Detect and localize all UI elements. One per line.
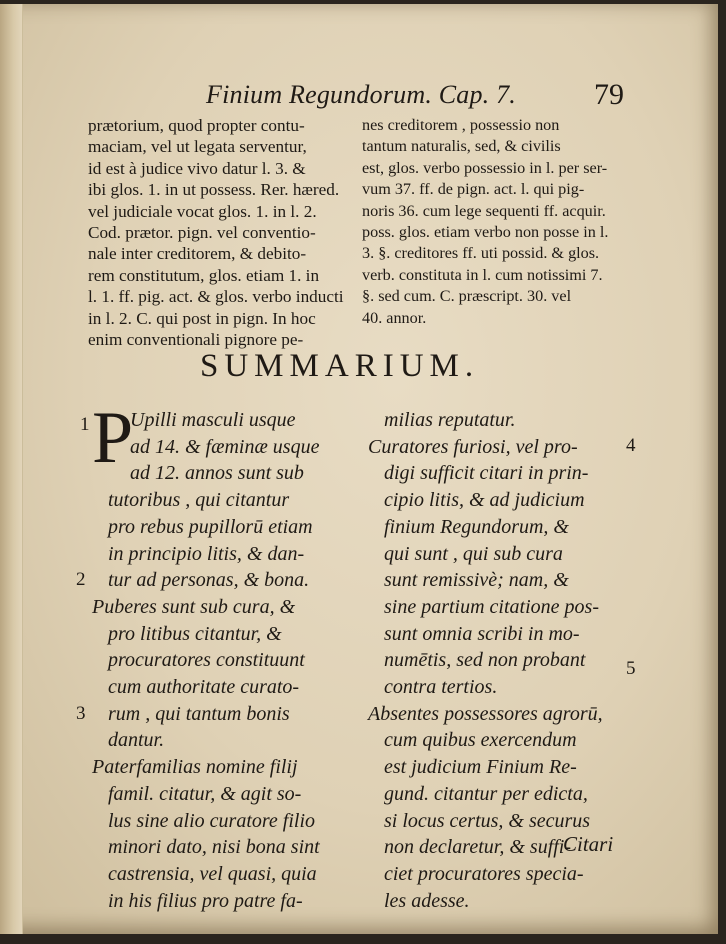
summary-line: ad 12. annos sunt sub [130, 462, 304, 485]
text-line: 3. §. creditores ff. uti possid. & glos. [362, 244, 600, 263]
summary-line: procuratores constituunt [108, 649, 305, 672]
summary-line: Absentes possessores agrorū, [368, 702, 603, 725]
running-title: Finium Regundorum. Cap. 7. [206, 80, 516, 109]
summary-line: pro rebus pupillorū etiam [108, 515, 313, 538]
page-header [206, 78, 626, 112]
summary-line: sine partium citatione pos- [384, 595, 599, 618]
text-line: ibi glos. 1. in ut possess. Rer. hæred. [88, 180, 340, 200]
item-number: 5 [626, 658, 636, 679]
summary-line: Paterfamilias nomine filij [92, 756, 298, 779]
text-line: vel judiciale vocat glos. 1. in l. 2. [88, 201, 317, 221]
summary-line: tutoribus , qui citantur [108, 489, 290, 512]
top-right-column [362, 115, 608, 329]
summary-line: Curatores furiosi, vel pro- [368, 435, 578, 458]
summary-line: sunt omnia scribi in mo- [384, 622, 580, 645]
book-binding-edge [0, 4, 23, 934]
text-line: verb. constituta in l. cum notissimi 7. [362, 265, 603, 284]
book-page [0, 4, 718, 934]
drop-cap: P [92, 397, 134, 479]
summary-line: cum quibus exercendum [384, 729, 577, 752]
summary-line: dantur. [108, 729, 165, 752]
summary-line: gund. citantur per edicta, [384, 782, 588, 805]
summary-line: lus sine alio curatore filio [108, 809, 316, 832]
text-line: enim conventionali pignore pe- [88, 330, 304, 350]
summary-line: milias reputatur. [384, 409, 516, 431]
summary-line: in his filius pro patre fa- [108, 889, 303, 912]
summary-line: pro litibus citantur, & [108, 622, 282, 645]
text-line: tantum naturalis, sed, & civilis [362, 137, 561, 156]
text-line: §. sed cum. C. præscript. 30. vel [362, 287, 572, 306]
text-line: 40. annor. [362, 308, 427, 327]
text-line: prætorium, quod propter contu- [88, 116, 305, 135]
summary-line: numētis, sed non probant [384, 649, 586, 672]
summary-line: in principio litis, & dan- [108, 542, 305, 565]
text-line: in l. 2. C. qui post in pign. In hoc [88, 308, 316, 328]
summary-line: rum , qui tantum bonis [108, 702, 290, 725]
summary-line: cipio litis, & ad judicium [384, 489, 585, 512]
summary-line: sunt remissivè; nam, & [384, 569, 569, 592]
text-line: est, glos. verbo possessio in l. per ser- [362, 158, 608, 177]
summary-line: qui sunt , qui sub cura [384, 542, 563, 565]
item-number: 3 [76, 703, 86, 724]
summary-left-column [92, 397, 320, 914]
summary-line: Upilli masculi usque [130, 409, 296, 431]
summary-line: les adesse. [384, 889, 470, 912]
summary-line: est judicium Finium Re- [384, 756, 577, 779]
summary-line: minori dato, nisi bona sint [108, 836, 320, 859]
item-number: 4 [626, 435, 636, 456]
text-line: noris 36. cum lege sequenti ff. acquir. [362, 201, 606, 220]
text-line: Cod. prætor. pign. vel conventio- [88, 223, 316, 243]
summary-line: contra tertios. [384, 676, 498, 699]
summary-line: digi sufficit citari in prin- [384, 462, 589, 485]
summary-line: castrensia, vel quasi, quia [108, 862, 317, 885]
text-line: vum 37. ff. de pign. act. l. qui pig- [362, 180, 585, 199]
summary-line: si locus certus, & securus [384, 809, 591, 832]
text-line: rem constitutum, glos. etiam 1. in [88, 265, 320, 285]
text-line: nale inter creditorem, & debito- [88, 244, 307, 264]
text-line: id est à judice vivo datur l. 3. & [88, 158, 306, 178]
top-left-column [88, 115, 344, 350]
summary-line: ad 14. & fæminæ usque [130, 435, 320, 458]
summary-line: Puberes sunt sub cura, & [92, 595, 296, 618]
catchword: Citari [563, 832, 614, 856]
summary-line: non declaretur, & suffi- [384, 836, 572, 859]
summary-line: finium Regundorum, & [384, 515, 569, 538]
text-line: nes creditorem , possessio non [362, 116, 560, 134]
summary-line: tur ad personas, & bona. [108, 569, 310, 592]
summary-line: ciet procuratores specia- [384, 862, 584, 885]
summary-heading: SUMMARIUM. [200, 348, 480, 384]
summary-line: famil. citatur, & agit so- [108, 782, 302, 805]
page-number: 79 [594, 78, 624, 111]
summary-line: cum authoritate curato- [108, 676, 300, 699]
text-line: poss. glos. etiam verbo non posse in l. [362, 223, 609, 242]
text-line: l. 1. ff. pig. act. & glos. verbo inducti [88, 287, 344, 307]
text-line: maciam, vel ut legata serventur, [88, 137, 307, 157]
item-number: 2 [76, 569, 86, 590]
item-number: 1 [80, 414, 90, 435]
